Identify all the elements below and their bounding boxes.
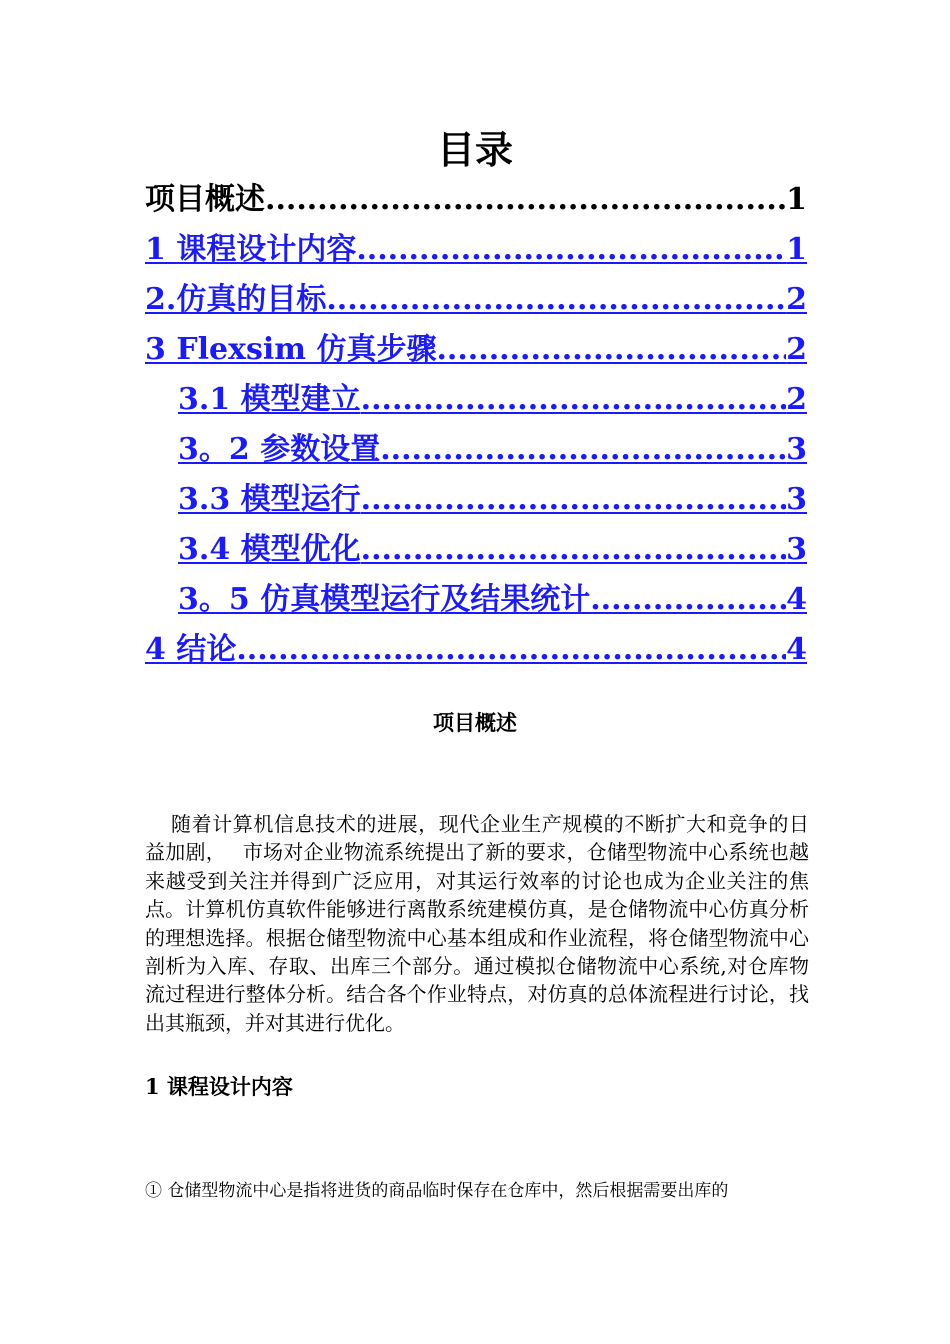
toc-entry-page: 3 bbox=[786, 532, 807, 567]
toc-leader-dots bbox=[361, 375, 786, 425]
overview-paragraph: 随着计算机信息技术的进展，现代企业生产规模的不断扩大和竞争的日益加剧， 市场对企业物流系统提出了新的要求，仓储型物流中心系统也越来越受到关注并得到广泛应用，对其运行效率的讨论也成为企业关注的焦点。计算机仿真软件能够进行离散系统建模仿真，是仓储物流中心仿真分析的理想选择。根据仓储型物流中心基本组成和作业流程，将仓储型物流中心剖析为入库、存取、出库三个部分。通过模拟仓储物流中心系统,对仓库物流过程进行整体分析。结合各个作业特点，对仿真的总体流程进行讨论，找出其瓶颈，并对其进行优化。 bbox=[145, 812, 809, 1035]
toc-leader-dots bbox=[361, 475, 786, 525]
section1-item1-text: ① 仓储型物流中心是指将进货的商品临时保存在仓库中，然后根据需要出库的 bbox=[145, 1181, 729, 1201]
toc-leader-dots bbox=[380, 425, 786, 475]
toc-leader-dots bbox=[436, 325, 786, 375]
toc-entry-overview bbox=[145, 175, 807, 225]
toc-entry-page: 2 bbox=[786, 282, 807, 317]
toc-entry-page: 3 bbox=[786, 432, 807, 467]
toc-link-simulation-results[interactable] bbox=[145, 575, 807, 625]
toc-link-simulation-goal[interactable] bbox=[145, 275, 807, 325]
toc-entry-label: 3.3 模型运行 bbox=[178, 482, 361, 517]
toc-entry-label: 3。5 仿真模型运行及结果统计 bbox=[178, 582, 591, 617]
toc-title: 目录 bbox=[436, 127, 513, 172]
toc-link-model-build[interactable] bbox=[145, 375, 807, 425]
toc-entry-label: 1 课程设计内容 bbox=[145, 232, 357, 267]
table-of-contents bbox=[145, 175, 807, 675]
toc-link-model-run[interactable] bbox=[145, 475, 807, 525]
toc-leader-dots bbox=[326, 275, 786, 325]
toc-entry-label: 4 结论 bbox=[145, 632, 237, 667]
toc-leader-dots bbox=[356, 225, 786, 275]
toc-leader-dots bbox=[265, 175, 786, 225]
toc-entry-page: 1 bbox=[786, 182, 807, 217]
toc-entry-page: 4 bbox=[786, 632, 807, 667]
toc-entry-page: 1 bbox=[786, 232, 807, 267]
toc-entry-label: 3.1 模型建立 bbox=[178, 382, 361, 417]
toc-entry-label: 项目概述 bbox=[145, 182, 265, 217]
toc-leader-dots bbox=[590, 575, 786, 625]
toc-entry-page: 2 bbox=[786, 382, 807, 417]
toc-link-course-design-content[interactable] bbox=[145, 225, 807, 275]
toc-link-model-optimization[interactable] bbox=[145, 525, 807, 575]
toc-entry-page: 2 bbox=[786, 332, 807, 367]
toc-entry-label: 2.仿真的目标 bbox=[145, 282, 327, 317]
toc-entry-label: 3。2 参数设置 bbox=[178, 432, 381, 467]
overview-heading: 项目概述 bbox=[433, 710, 517, 735]
section1-heading: 1 课程设计内容 bbox=[145, 1074, 293, 1099]
toc-link-parameter-settings[interactable] bbox=[145, 425, 807, 475]
toc-entry-label: 3.4 模型优化 bbox=[178, 532, 361, 567]
toc-entry-page: 4 bbox=[786, 582, 807, 617]
toc-link-flexsim-steps[interactable] bbox=[145, 325, 807, 375]
toc-entry-label: 3 Flexsim 仿真步骤 bbox=[145, 332, 437, 367]
toc-leader-dots bbox=[361, 525, 786, 575]
toc-entry-page: 3 bbox=[786, 482, 807, 517]
toc-link-conclusion[interactable] bbox=[145, 625, 807, 675]
toc-leader-dots bbox=[236, 625, 786, 675]
